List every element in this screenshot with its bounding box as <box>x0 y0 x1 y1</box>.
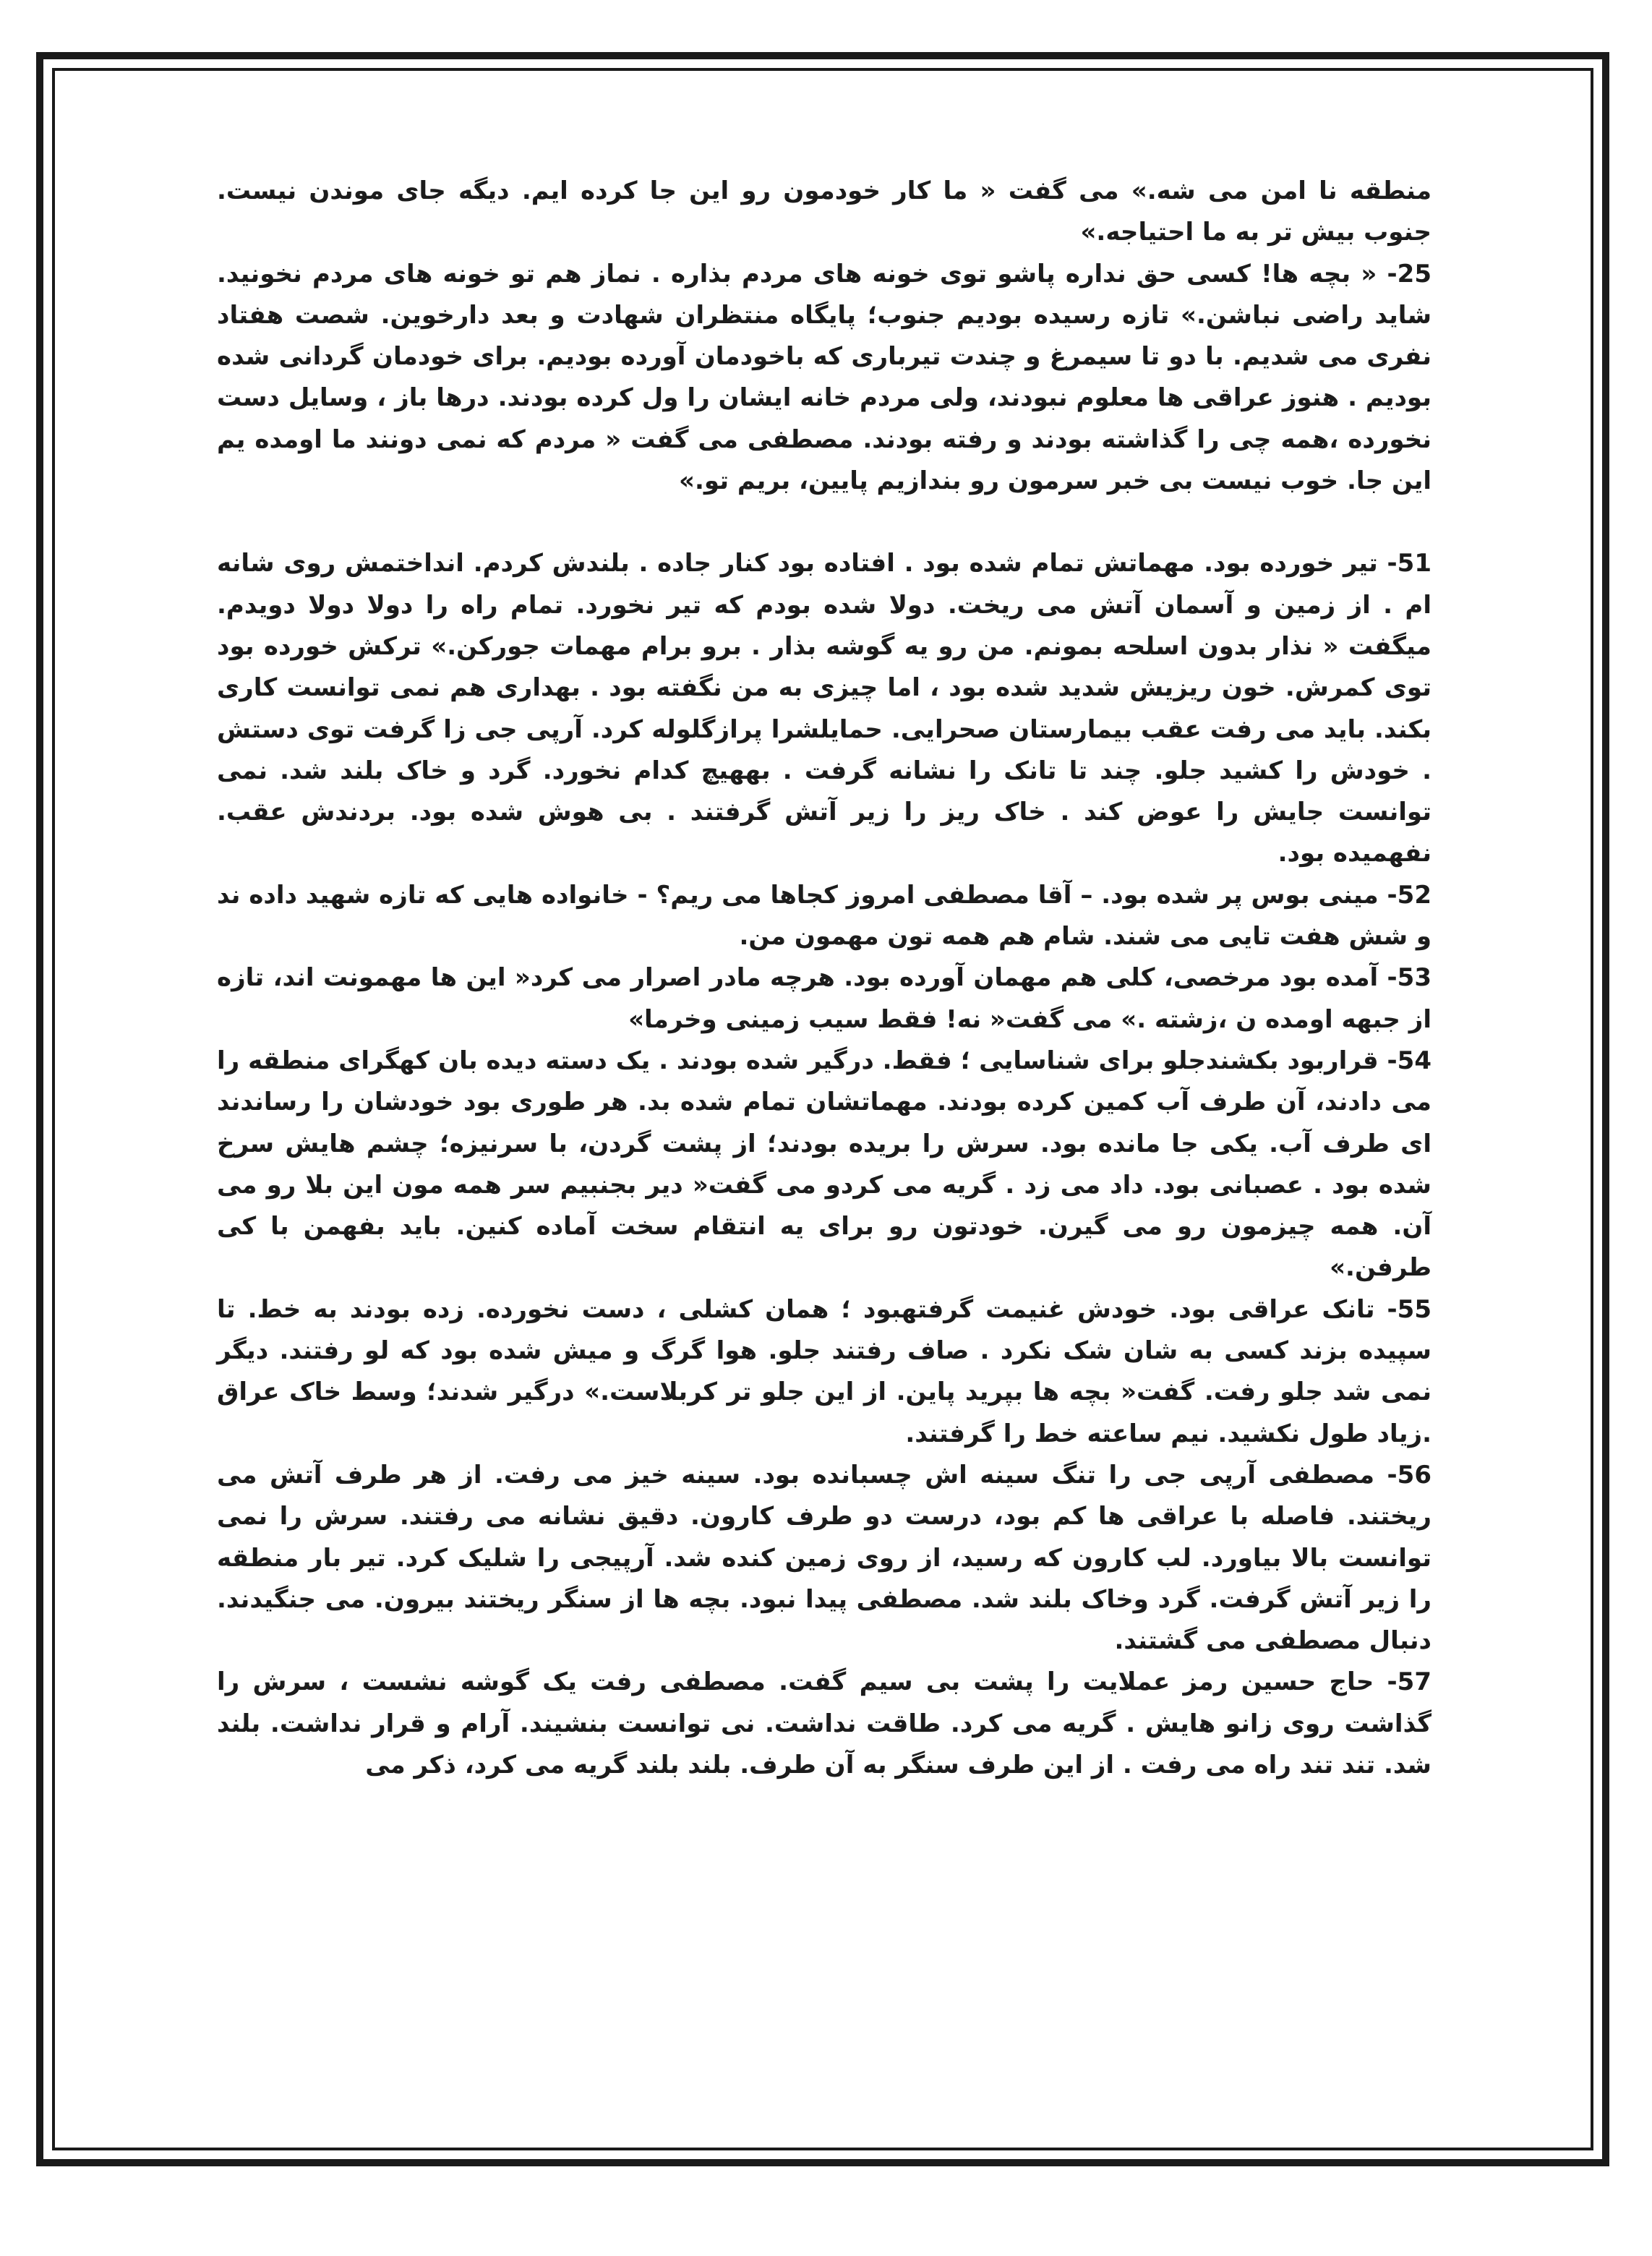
paragraph-52: 52- مینی بوس پر شده بود. – آقا مصطفی امروز کجاها می ریم؟ - خانواده هایی که تازه شهید داده ند و شش هفت تایی می شند. شام هم همه تون مهمون من. <box>217 880 1431 952</box>
paragraph-25: 25- « بچه ها! کسی حق نداره پاشو توی خونه های مردم بذاره . نماز هم تو خونه های مردم نخونید. شاید راضی نباشن.» تازه رسیده بودیم جنوب؛ پایگاه منتظران شهادت و بعد دارخوین. شصت هفتاد نفری می شدیم. با دو تا سیمرغ و چندت تیرباری که باخودمان آورده بودیم. برای خودمان گردانی شده بودیم . هنوز عراقی ها معلوم نبودند، ولی مردم خانه ایشان را ول کرده بودند. درها باز ، وسایل دست نخورده ،همه چی را گذاشته بودند و رفته بودند. مصطفی می گفت « مردم که نمی دونند ما اومده یم این جا. خوب نیست بی خبر سرمون رو بندازیم پایین، بریم تو.» <box>217 259 1431 496</box>
document-body <box>217 171 1431 1786</box>
paragraph-56: 56- مصطفی آرپی جی را تنگ سینه اش چسبانده بود. سینه خیز می رفت. از هر طرف آتش می ریختند. فاصله با عراقی ها کم بود، درست دو طرف کارون. دقیق نشانه می رفتند. سرش را نمی توانست بالا بیاورد. لب کارون که رسید، از روی زمین کنده شد. آرپیجی را شلیک کرد. تیر بار منطقه را زیر آتش گرفت. گرد وخاک بلند شد. مصطفی پیدا نبود. بچه ها از سنگر ریختند بیرون. می جنگیدند. دنبال مصطفی می گشتند. <box>217 1460 1431 1656</box>
paragraph-54: 54- قراربود بکشندجلو برای شناسایی ؛ فقط. درگیر شده بودند . یک دسته دیده بان کهگرای منطقه را می دادند، آن طرف آب کمین کرده بودند. مهماتشان تمام شده بد. هر طوری بود خودشان را رساندند ای طرف آب. یکی جا مانده بود. سرش را بریده بودند؛ از پشت گردن، با سرنیزه؛ چشم هایش سرخ شده بود . عصبانی بود. داد می زد . گریه می کردو می گفت« دیر بجنبیم سر همه مون این بلا رو می آن. همه چیزمون رو می گیرن. خودتون رو برای یه انتقام سخت آماده کنین. باید بفهمن با کی طرفن.» <box>217 1046 1431 1283</box>
paragraph-53: 53- آمده بود مرخصی، کلی هم مهمان آورده بود. هرچه مادر اصرار می کرد« این ها مهمونت اند، تازه از جبهه اومده ن ،زشته .» می گفت« نه! فقط سیب زمینی وخرما» <box>217 963 1431 1034</box>
paragraph-51: 51- تیر خورده بود. مهماتش تمام شده بود . افتاده بود کنار جاده . بلندش کردم. انداختمش روی شانه ام . از زمین و آسمان آتش می ریخت. دولا شده بودم که تیر نخورد. تمام راه را دولا دولا دویدم. میگفت « نذار بدون اسلحه بمونم. من رو یه گوشه بذار . برو برام مهمات جورکن.» ترکش خورده بود توی کمرش. خون ریزیش شدید شده بود ، اما چیزی به من نگفته بود . بهداری هم نمی توانست کاری بکند. باید می رفت عقب بیمارستان صحرایی. حمایلشرا پرازگلوله کرد. آرپی جی زا گرفت توی دستش . خودش را کشید جلو. چند تا تانک را نشانه گرفت . بههیچ کدام نخورد. گرد و خاک بلند شد. نمی توانست جایش را عوض کند . خاک ریز را زیر آتش گرفتند . بی هوش شده بود. بردندش عقب. نفهمیده بود. <box>217 549 1431 868</box>
paragraph-55: 55- تانک عراقی بود. خودش غنیمت گرفتهبود ؛ همان کشلی ، دست نخورده. زده بودند به خط. تا سپیده بزند کسی به شان شک نکرد . صاف رفتند جلو. هوا گرگ و میش شده بود که لو رفتند. دیگر نمی شد جلو رفت. گفت« بچه ها بپرید پاین. از این جلو تر کربلاست.» درگیر شدند؛ وسط خاک عراق .زیاد طول نکشید. نیم ساعته خط را گرفتند. <box>217 1294 1431 1448</box>
paragraph-intro: منطقه نا امن می شه.» می گفت « ما کار خودمون رو این جا کرده ایم. دیگه جای موندن نیست. جنوب بیش تر به ما احتیاجه.» <box>217 176 1431 247</box>
paragraph-57: 57- حاج حسین رمز عملایت را پشت بی سیم گفت. مصطفی رفت یک گوشه نشست ، سرش را گذاشت روی زانو هایش . گریه می کرد. طاقت نداشت. نی توانست بنشیند. آرام و قرار نداشت. بلند شد. تند تند راه می رفت . از این طرف سنگر به آن طرف. بلند بلند گریه می کرد، ذکر می <box>217 1667 1431 1779</box>
